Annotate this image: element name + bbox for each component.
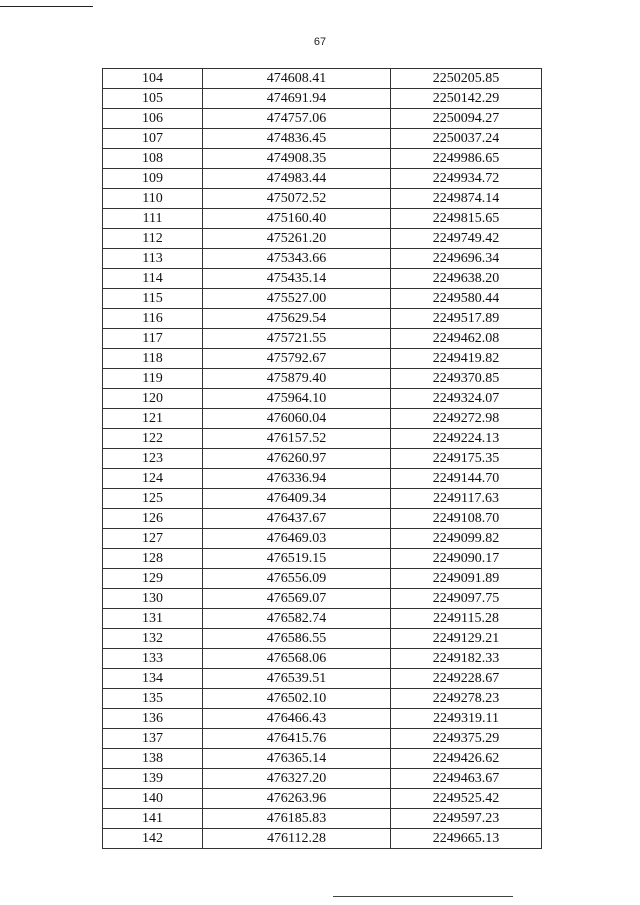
y-coordinate-cell: 2249426.62 [391,749,542,769]
table-row [103,569,542,589]
page-number: 67 [313,36,327,48]
x-coordinate-cell: 475072.52 [203,189,391,209]
table-row [103,329,542,349]
x-coordinate-cell: 476519.15 [203,549,391,569]
point-number-cell: 125 [103,489,203,509]
point-number-cell: 138 [103,749,203,769]
y-coordinate-cell: 2249462.08 [391,329,542,349]
table-row [103,89,542,109]
y-coordinate-cell: 2250205.85 [391,69,542,89]
y-coordinate-cell: 2249419.82 [391,349,542,369]
x-coordinate-cell: 475964.10 [203,389,391,409]
bottom-rule [333,896,513,897]
table-row [103,249,542,269]
x-coordinate-cell: 476437.67 [203,509,391,529]
y-coordinate-cell: 2249090.17 [391,549,542,569]
point-number-cell: 119 [103,369,203,389]
point-number-cell: 115 [103,289,203,309]
table-row [103,409,542,429]
point-number-cell: 139 [103,769,203,789]
table-row [103,429,542,449]
point-number-cell: 130 [103,589,203,609]
y-coordinate-cell: 2249097.75 [391,589,542,609]
y-coordinate-cell: 2249175.35 [391,449,542,469]
table-row [103,769,542,789]
x-coordinate-cell: 475721.55 [203,329,391,349]
y-coordinate-cell: 2249815.65 [391,209,542,229]
y-coordinate-cell: 2249228.67 [391,669,542,689]
table-row [103,149,542,169]
table-row [103,469,542,489]
point-number-cell: 133 [103,649,203,669]
x-coordinate-cell: 475160.40 [203,209,391,229]
point-number-cell: 113 [103,249,203,269]
x-coordinate-cell: 475792.67 [203,349,391,369]
point-number-cell: 141 [103,809,203,829]
point-number-cell: 137 [103,729,203,749]
point-number-cell: 129 [103,569,203,589]
point-number-cell: 111 [103,209,203,229]
x-coordinate-cell: 476568.06 [203,649,391,669]
y-coordinate-cell: 2250094.27 [391,109,542,129]
x-coordinate-cell: 476469.03 [203,529,391,549]
x-coordinate-cell: 476539.51 [203,669,391,689]
y-coordinate-cell: 2250037.24 [391,129,542,149]
y-coordinate-cell: 2249934.72 [391,169,542,189]
x-coordinate-cell: 476060.04 [203,409,391,429]
point-number-cell: 140 [103,789,203,809]
y-coordinate-cell: 2249525.42 [391,789,542,809]
x-coordinate-cell: 476569.07 [203,589,391,609]
x-coordinate-cell: 474691.94 [203,89,391,109]
x-coordinate-cell: 476409.34 [203,489,391,509]
x-coordinate-cell: 475435.14 [203,269,391,289]
y-coordinate-cell: 2249108.70 [391,509,542,529]
y-coordinate-cell: 2249099.82 [391,529,542,549]
x-coordinate-cell: 476502.10 [203,689,391,709]
x-coordinate-cell: 474836.45 [203,129,391,149]
point-number-cell: 109 [103,169,203,189]
x-coordinate-cell: 476260.97 [203,449,391,469]
x-coordinate-cell: 474983.44 [203,169,391,189]
y-coordinate-cell: 2249129.21 [391,629,542,649]
y-coordinate-cell: 2249580.44 [391,289,542,309]
table-row [103,509,542,529]
point-number-cell: 131 [103,609,203,629]
table-row [103,649,542,669]
table-row [103,169,542,189]
table-row [103,629,542,649]
point-number-cell: 112 [103,229,203,249]
y-coordinate-cell: 2249272.98 [391,409,542,429]
x-coordinate-cell: 475879.40 [203,369,391,389]
y-coordinate-cell: 2249182.33 [391,649,542,669]
y-coordinate-cell: 2249224.13 [391,429,542,449]
point-number-cell: 135 [103,689,203,709]
table-row [103,609,542,629]
y-coordinate-cell: 2249874.14 [391,189,542,209]
table-row [103,589,542,609]
x-coordinate-cell: 476582.74 [203,609,391,629]
table-row [103,369,542,389]
y-coordinate-cell: 2249319.11 [391,709,542,729]
point-number-cell: 108 [103,149,203,169]
point-number-cell: 106 [103,109,203,129]
x-coordinate-cell: 476336.94 [203,469,391,489]
point-number-cell: 116 [103,309,203,329]
y-coordinate-cell: 2249597.23 [391,809,542,829]
y-coordinate-cell: 2249115.28 [391,609,542,629]
x-coordinate-cell: 475629.54 [203,309,391,329]
point-number-cell: 104 [103,69,203,89]
table-row [103,529,542,549]
table-row [103,549,542,569]
point-number-cell: 127 [103,529,203,549]
x-coordinate-cell: 476157.52 [203,429,391,449]
point-number-cell: 117 [103,329,203,349]
x-coordinate-cell: 476185.83 [203,809,391,829]
top-left-rule [0,6,93,7]
table-row [103,69,542,89]
coordinates-table-body [103,69,542,849]
y-coordinate-cell: 2249638.20 [391,269,542,289]
point-number-cell: 128 [103,549,203,569]
x-coordinate-cell: 475343.66 [203,249,391,269]
table-row [103,289,542,309]
table-row [103,789,542,809]
x-coordinate-cell: 476556.09 [203,569,391,589]
y-coordinate-cell: 2250142.29 [391,89,542,109]
y-coordinate-cell: 2249665.13 [391,829,542,849]
table-row [103,129,542,149]
x-coordinate-cell: 476466.43 [203,709,391,729]
table-row [103,269,542,289]
table-row [103,689,542,709]
y-coordinate-cell: 2249749.42 [391,229,542,249]
x-coordinate-cell: 476586.55 [203,629,391,649]
table-row [103,229,542,249]
table-row [103,489,542,509]
point-number-cell: 121 [103,409,203,429]
y-coordinate-cell: 2249278.23 [391,689,542,709]
point-number-cell: 114 [103,269,203,289]
table-row [103,709,542,729]
x-coordinate-cell: 475527.00 [203,289,391,309]
point-number-cell: 126 [103,509,203,529]
y-coordinate-cell: 2249144.70 [391,469,542,489]
point-number-cell: 110 [103,189,203,209]
y-coordinate-cell: 2249117.63 [391,489,542,509]
point-number-cell: 134 [103,669,203,689]
x-coordinate-cell: 474908.35 [203,149,391,169]
x-coordinate-cell: 476112.28 [203,829,391,849]
point-number-cell: 120 [103,389,203,409]
point-number-cell: 132 [103,629,203,649]
y-coordinate-cell: 2249696.34 [391,249,542,269]
table-row [103,809,542,829]
y-coordinate-cell: 2249324.07 [391,389,542,409]
x-coordinate-cell: 475261.20 [203,229,391,249]
table-row [103,309,542,329]
x-coordinate-cell: 474757.06 [203,109,391,129]
table-row [103,349,542,369]
coordinates-table [102,68,542,849]
point-number-cell: 123 [103,449,203,469]
y-coordinate-cell: 2249986.65 [391,149,542,169]
table-row [103,669,542,689]
y-coordinate-cell: 2249517.89 [391,309,542,329]
x-coordinate-cell: 476263.96 [203,789,391,809]
table-row [103,389,542,409]
table-row [103,209,542,229]
x-coordinate-cell: 474608.41 [203,69,391,89]
table-row [103,449,542,469]
table-row [103,829,542,849]
table-row [103,729,542,749]
y-coordinate-cell: 2249463.67 [391,769,542,789]
point-number-cell: 105 [103,89,203,109]
x-coordinate-cell: 476415.76 [203,729,391,749]
y-coordinate-cell: 2249091.89 [391,569,542,589]
point-number-cell: 124 [103,469,203,489]
y-coordinate-cell: 2249370.85 [391,369,542,389]
table-row [103,749,542,769]
table-row [103,189,542,209]
x-coordinate-cell: 476365.14 [203,749,391,769]
point-number-cell: 107 [103,129,203,149]
table-row [103,109,542,129]
point-number-cell: 122 [103,429,203,449]
point-number-cell: 118 [103,349,203,369]
y-coordinate-cell: 2249375.29 [391,729,542,749]
x-coordinate-cell: 476327.20 [203,769,391,789]
point-number-cell: 136 [103,709,203,729]
point-number-cell: 142 [103,829,203,849]
